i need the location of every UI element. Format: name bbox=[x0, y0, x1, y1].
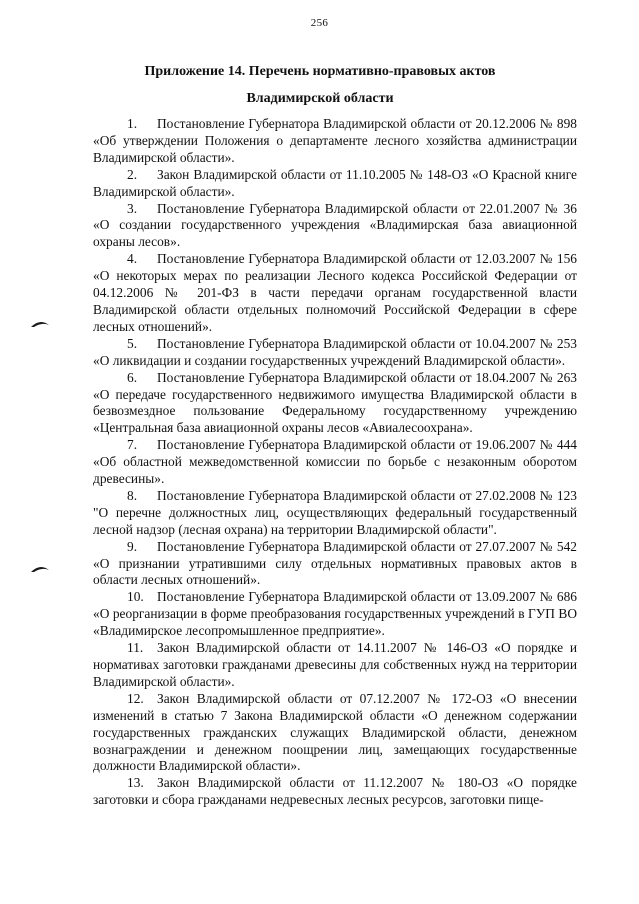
acts-list bbox=[93, 116, 577, 809]
list-item bbox=[93, 437, 577, 488]
item-text: Закон Владимирской области от 11.10.2005 № 148-ОЗ «О Красной книге Владимирской области». bbox=[93, 166, 577, 199]
list-item bbox=[93, 116, 577, 167]
item-number: 11. bbox=[127, 640, 144, 656]
item-text: Постановление Губернатора Владимирской области от 10.04.2007 № 253 «О ликвидации и создании государственных учреждений Владимирской области». bbox=[93, 335, 577, 368]
item-number: 2. bbox=[127, 166, 138, 182]
item-number: 12. bbox=[127, 690, 144, 706]
punch-mark-icon bbox=[30, 563, 50, 573]
page-number: 256 bbox=[310, 17, 329, 29]
item-text: Постановление Губернатора Владимирской области от 27.07.2007 № 542 «О признании утратившими силу отдельных нормативных правовых актов в области лесных отношений». bbox=[93, 538, 577, 588]
list-item bbox=[93, 640, 577, 691]
item-number: 5. bbox=[127, 335, 138, 351]
punch-mark-icon bbox=[30, 318, 50, 328]
item-number: 13. bbox=[127, 775, 144, 791]
item-text: Постановление Губернатора Владимирской области от 19.06.2007 № 444 «Об областной межведомственной комиссии по борьбе с незаконным оборотом древесины». bbox=[93, 437, 577, 487]
list-item bbox=[93, 370, 577, 438]
appendix-subtitle: Владимирской области bbox=[246, 91, 394, 106]
item-text: Постановление Губернатора Владимирской области от 18.04.2007 № 263 «О передаче государственного недвижимого имущества Владимирской области в безвозмездное пользование Федеральному государственному учреждению «Центральная база авиационной охраны лесов «Авиалесоохрана». bbox=[93, 369, 577, 436]
item-text: Закон Владимирской области от 11.12.2007 № 180-ОЗ «О порядке заготовки и сбора гражданами недревесных лесных ресурсов, заготовки пище- bbox=[93, 775, 577, 808]
list-item bbox=[93, 775, 577, 809]
item-number: 9. bbox=[127, 538, 138, 554]
item-number: 1. bbox=[127, 116, 138, 131]
list-item bbox=[93, 251, 577, 336]
list-item bbox=[93, 539, 577, 590]
item-number: 3. bbox=[127, 200, 138, 216]
list-item bbox=[93, 167, 577, 201]
list-item bbox=[93, 488, 577, 539]
item-text: Постановление Губернатора Владимирской области от 13.09.2007 № 686 «О реорганизации в форме преобразования государственных учреждений в ГУП ВО «Владимирское лесопромышленное предприятие». bbox=[93, 589, 577, 639]
item-number: 4. bbox=[127, 251, 138, 267]
list-item bbox=[93, 589, 577, 640]
list-item bbox=[93, 201, 577, 252]
item-number: 8. bbox=[127, 487, 138, 503]
item-text: Постановление Губернатора Владимирской области от 12.03.2007 № 156 «О некоторых мерах по реализации Лесного кодекса Российской Федерации от 04.12.2006 № 201-ФЗ в части передачи органам государственной власти Владимирской области отдельных полномочий Российской Федерации в сфере лесных отношений». bbox=[93, 251, 577, 334]
list-item bbox=[93, 691, 577, 776]
item-number: 7. bbox=[127, 437, 138, 453]
item-text: Постановление Губернатора Владимирской области от 22.01.2007 № 36 «О создании государственного учреждения «Владимирская база авиационной охраны лесов». bbox=[93, 200, 577, 250]
list-item bbox=[93, 336, 577, 370]
item-number: 10. bbox=[127, 589, 144, 605]
item-text: Закон Владимирской области от 07.12.2007 № 172-ОЗ «О внесении изменений в статью 7 Закона Владимирской области «О денежном содержании государственных гражданских служащих Владимирской области, денежном вознаграждении и денежном поощрении лиц, замещающих государственные должности Владимирской области». bbox=[93, 690, 577, 774]
item-number: 6. bbox=[127, 369, 138, 385]
item-text: Постановление Губернатора Владимирской области от 20.12.2006 № 898 «Об утверждении Положения о департаменте лесного хозяйства администрации Владимирской области». bbox=[93, 116, 577, 165]
appendix-title: Приложение 14. Перечень нормативно-правовых актов bbox=[144, 64, 496, 79]
item-text: Постановление Губернатора Владимирской области от 27.02.2008 № 123 "О перечне должностных лиц, осуществляющих федеральный государственный лесной надзор (лесная охрана) на территории Владимирской области". bbox=[93, 487, 577, 537]
item-text: Закон Владимирской области от 14.11.2007 № 146-ОЗ «О порядке и нормативах заготовки гражданами древесины для собственных нужд на территории Владимирской области». bbox=[93, 640, 577, 689]
